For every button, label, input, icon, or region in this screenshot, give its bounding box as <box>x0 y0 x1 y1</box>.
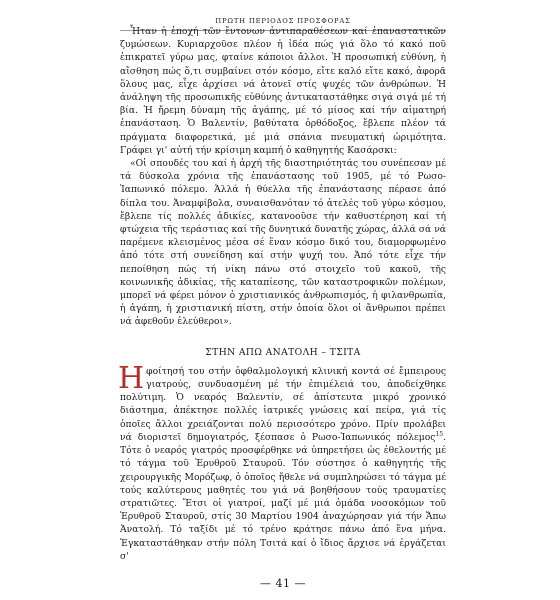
page-number: — 41 — <box>260 577 306 590</box>
page-footer <box>120 572 446 591</box>
section-title: ΣΤΗΝ ΑΠΩ ΑΝΑΤΟΛΗ – ΤΣΙΤΑ <box>205 346 361 358</box>
quote-paragraph: «Οἱ σπουδές του καί ἡ ἀρχή τῆς διαστηριότητάς του συνέπεσαν μέ τά δύσκολα χρόνια τῆς ἐπανάστασης τοῦ 1905, μέ τό Ρωσο-Ἰαπωνικό πόλεμο. Ἀλλά ἡ θύελλα τῆς ἐπανάστασης πέρασε ἀπό δίπλα του. Ἀναμφίβολα, συναισθανόταν τό ἀτελές τοῦ γύρω κόσμου, ἔβλεπε τίς πολλές ἀδικίες, κατανοοῦσε τήν καθυστέρηση καί τή φτώχεια τῆς τεράστιας καί τῆς δυνητικά δυνατῆς χώρας, ἀλλά σά νά παρέμενε κλεισμένος μέσα σέ ἕναν κόσμο δικό του, διαμορφωμένο ἀπό τότε στή συνείδηση καί στήν ψυχή του. Ἀπό τότε εἶχε τήν πεποίθηση πώς τή νίκη πάνω στό στοιχεῖο τοῦ κακοῦ, τῆς κοινωνικῆς ἀδικίας, τῆς καταπίεσης, τῶν καταστροφικῶν πολέμων, μπορεῖ νά φέρει μόνον ὁ χριστιανικός ἀνθρωπισμός, ἡ φιλανθρωπία, ἡ ἀγάπη, ἡ χριστιανική πίστη, στήν ὁποία ὅλοι οἱ ἄνθρωποι πρέπει νά ἀφεθοῦν ἐλεύθεροι». <box>120 158 446 328</box>
section-text-part-1: φοίτησή του στήν ὀφθαλμολογική κλινική κοντά σέ ἔμπειρους γιατρούς, συνδυασμένη μέ τήν ἐπιμέλειά του, ἀποδείχθηκε πολύτιμη. Ὁ νεαρός Βαλεντίν, σέ ἀπίστευτα μικρό χρονικό διάστημα, ἀπέκτησε πολλές ἰατρικές γνώσεις καί πείρα, γιά τίς ὁποῖες ἄλλοι χρειάζονται πολύ περισσότερο χρόνο. Πρίν προλάβει νά διοριστεῖ δημογιατρός, ξέσπασε ὁ Ρωσο-Ἰαπωνικός πόλεμος <box>120 365 446 443</box>
paragraph: Ἦταν ἡ ἐποχή τῶν ἔντονων ἀντιπαραθέσεων καί ἐπαναστατικῶν ζυμώσεων. Κυριαρχοῦσε πλέον ἡ ἰδέα πώς γιά ὅλο τό κακό ποῦ ἐπικρατεῖ γύρω μας, φταίνε κάποιοι ἄλλοι. Ἡ προσωπική εὐθύνη, ἡ αἴσθηση πώς ὅ,τι συμβαίνει στόν κόσμο, εἴτε καλό εἴτε κακό, ἀφορᾶ ὅλους μας, εἶχε ἀρχίσει νά ἀτονεῖ στίς ψυχές τῶν ἀνθρώπων. Ἡ ἀνάληψη τῆς προσωπικῆς εὐθύνης ἀντικαταστάθηκε σιγά σιγά μέ τή βία. Ἡ ἤρεμη δύναμη τῆς ἀγάπης, μέ τό μίσος καί τήν αἱματηρή ἐπανάσταση. Ὁ Βαλεντίν, βαθύτατα ὀρθόδοξος, ἔβλεπε πλέον τά πράγματα διαφορετικά, μέ μιά σπάνια πνευματική ὡριμότητα. Γράφει γι' αὐτή τήν κρίσιμη καμπή ὁ καθηγητής Κασάρσκι: <box>120 26 446 156</box>
footnote-marker: 15 <box>435 430 444 438</box>
page-body <box>120 25 446 563</box>
section-paragraph <box>118 360 446 563</box>
running-title: ΠΡΩΤΗ ΠΕΡΙΟΔΟΣ ΠΡΟΣΦΟΡΑΣ <box>215 17 351 25</box>
drop-cap: Η <box>118 360 145 396</box>
section-text-part-2: . Τότε ὁ νεαρός γιατρός προσφέρθηκε νά ὑπηρετήσει ὡς ἐθελοντής μέ τό τάγμα τοῦ Ἐρυθροῦ Σταυροῦ. Τόν σύστησε ὁ καθηγητής τῆς χειρουργικῆς Μορόζωφ, ὁ ὁποῖος ἤθελε νά συμπληρώσει τό τάγμα μέ τούς καλύτερους μαθητές του γιά νά βοηθήσουν τούς τραυματίες στρατιῶτες. Ἔτσι οἱ γιατροί, μαζί μέ μιά ὁμάδα νοσοκόμων τοῦ Ἐρυθροῦ Σταυροῦ, στίς 30 Μαρτίου 1904 ἀναχώρησαν γιά τήν Ἄπω Ἀνατολή. Τό ταξίδι μέ τό τρένο κράτησε πάνω ἀπό ἕνα μήνα. Ἐγκαταστάθηκαν στήν πόλη Τσιτά καί ὁ ἴδιος ἄρχισε νά ἐργάζεται σ' <box>120 431 446 562</box>
